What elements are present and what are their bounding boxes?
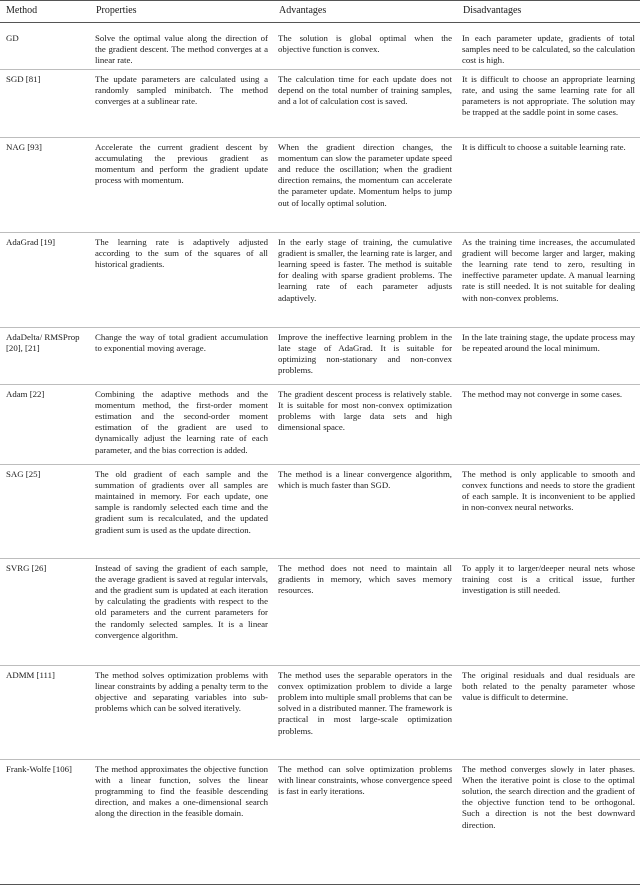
advantages-cell: The method uses the separable operators in the convex optimization problem to divide a large problem into multiple small problems that can be solved in a distributed manner. The framework is practical in most large-scale optimization problems. <box>273 665 457 759</box>
method-cell: NAG [93] <box>0 137 90 232</box>
header-properties: Properties <box>90 1 273 23</box>
advantages-cell: The method does not need to maintain all gradients in memory, which saves memory resources. <box>273 558 457 665</box>
advantages-cell: The calculation time for each update does not depend on the total number of training samples, and a lot of calculation cost is saved. <box>273 69 457 137</box>
table-row <box>0 558 640 665</box>
table-row <box>0 23 640 70</box>
table-row <box>0 232 640 327</box>
disadvantages-cell: To apply it to larger/deeper neural nets whose training cost is a critical issue, further investigation is still needed. <box>457 558 640 665</box>
method-cell: AdaDelta/ RMSProp [20], [21] <box>0 327 90 384</box>
disadvantages-cell: In each parameter update, gradients of total samples need to be calculated, so the calculation cost is high. <box>457 23 640 70</box>
header-method: Method <box>0 1 90 23</box>
method-cell: AdaGrad [19] <box>0 232 90 327</box>
properties-cell: The update parameters are calculated using a randomly sampled minibatch. The method converges at a sublinear rate. <box>90 69 273 137</box>
properties-cell: The method solves optimization problems with linear constraints by adding a penalty term to the objective and separating variables into sub-problems which can be solved iteratively. <box>90 665 273 759</box>
properties-cell: The learning rate is adaptively adjusted according to the sum of the squares of all historical gradients. <box>90 232 273 327</box>
advantages-cell: The solution is global optimal when the objective function is convex. <box>273 23 457 70</box>
method-cell: Frank-Wolfe [106] <box>0 759 90 884</box>
disadvantages-cell: It is difficult to choose an appropriate learning rate, and using the same learning rate for all parameters is not appropriate. The solution may be trapped at the saddle point in some cases. <box>457 69 640 137</box>
advantages-cell: In the early stage of training, the cumulative gradient is smaller, the learning rate is larger, and learning speed is faster. The method is suitable for dealing with sparse gradient problems. The learning rate of each parameter adjusts adaptively. <box>273 232 457 327</box>
properties-cell: Solve the optimal value along the direction of the gradient descent. The method converges at a linear rate. <box>90 23 273 70</box>
properties-cell: Change the way of total gradient accumulation to exponential moving average. <box>90 327 273 384</box>
advantages-cell: The method can solve optimization problems with linear constraints, whose convergence speed is fast in early iterations. <box>273 759 457 884</box>
header-disadvantages: Disadvantages <box>457 1 640 23</box>
properties-cell: Combining the adaptive methods and the momentum method, the first-order moment estimation and the second-order moment estimation of the gradient are used to dynamically adjust the learning rate of each parameter, and the bias correction is added. <box>90 384 273 464</box>
disadvantages-cell: As the training time increases, the accumulated gradient will become larger and larger, making the learning rate tend to zero, resulting in ineffective parameter update. A manual learning rate is still needed. It is not suitable for dealing with non-convex problems. <box>457 232 640 327</box>
advantages-cell: The gradient descent process is relatively stable. It is suitable for most non-convex optimization problems with large data sets and high dimensional space. <box>273 384 457 464</box>
table-row <box>0 69 640 137</box>
disadvantages-cell: It is difficult to choose a suitable learning rate. <box>457 137 640 232</box>
disadvantages-cell: The method converges slowly in later phases. When the iterative point is close to the optimal solution, the search direction and the gradient of the objective function tend to be orthogonal. Such a direction is not the best downward direction. <box>457 759 640 884</box>
method-cell: ADMM [111] <box>0 665 90 759</box>
method-cell: SAG [25] <box>0 464 90 558</box>
properties-cell: Accelerate the current gradient descent by accumulating the previous gradient as momentum and perform the gradient update process with momentum. <box>90 137 273 232</box>
table-row <box>0 665 640 759</box>
method-cell: GD <box>0 23 90 70</box>
disadvantages-cell: The method is only applicable to smooth and convex functions and needs to store the gradient of each sample. It is inconvenient to be applied in non-convex neural networks. <box>457 464 640 558</box>
advantages-cell: Improve the ineffective learning problem in the late stage of AdaGrad. It is suitable for optimizing non-stationary and non-convex problems. <box>273 327 457 384</box>
table-row <box>0 327 640 384</box>
properties-cell: The old gradient of each sample and the summation of gradients over all samples are maintained in memory. For each update, one sample is randomly selected each time and the gradient sum is recalculated, and the updated gradient sum is used as the update direction. <box>90 464 273 558</box>
properties-cell: Instead of saving the gradient of each sample, the average gradient is saved at regular intervals, and the gradient sum is updated at each iteration by calculating the gradients with respect to the old parameters and the current parameters for the randomly selected samples. It is a linear convergence algorithm. <box>90 558 273 665</box>
disadvantages-cell: In the late training stage, the update process may be repeated around the local minimum. <box>457 327 640 384</box>
table-row <box>0 137 640 232</box>
disadvantages-cell: The original residuals and dual residuals are both related to the penalty parameter whose value is difficult to determine. <box>457 665 640 759</box>
header-row <box>0 1 640 23</box>
table-row <box>0 384 640 464</box>
header-advantages: Advantages <box>273 1 457 23</box>
table-row <box>0 759 640 884</box>
disadvantages-cell: The method may not converge in some cases. <box>457 384 640 464</box>
method-cell: Adam [22] <box>0 384 90 464</box>
properties-cell: The method approximates the objective function with a linear function, solves the linear programming to find the feasible descending direction, and makes a one-dimensional search along the direction in the feasible domain. <box>90 759 273 884</box>
method-cell: SGD [81] <box>0 69 90 137</box>
advantages-cell: The method is a linear convergence algorithm, which is much faster than SGD. <box>273 464 457 558</box>
advantages-cell: When the gradient direction changes, the momentum can slow the parameter update speed and reduce the oscillation; when the gradient direction remains, the momentum can accelerate the parameter update. Momentum helps to jump out of locally optimal solution. <box>273 137 457 232</box>
table-row <box>0 464 640 558</box>
method-cell: SVRG [26] <box>0 558 90 665</box>
